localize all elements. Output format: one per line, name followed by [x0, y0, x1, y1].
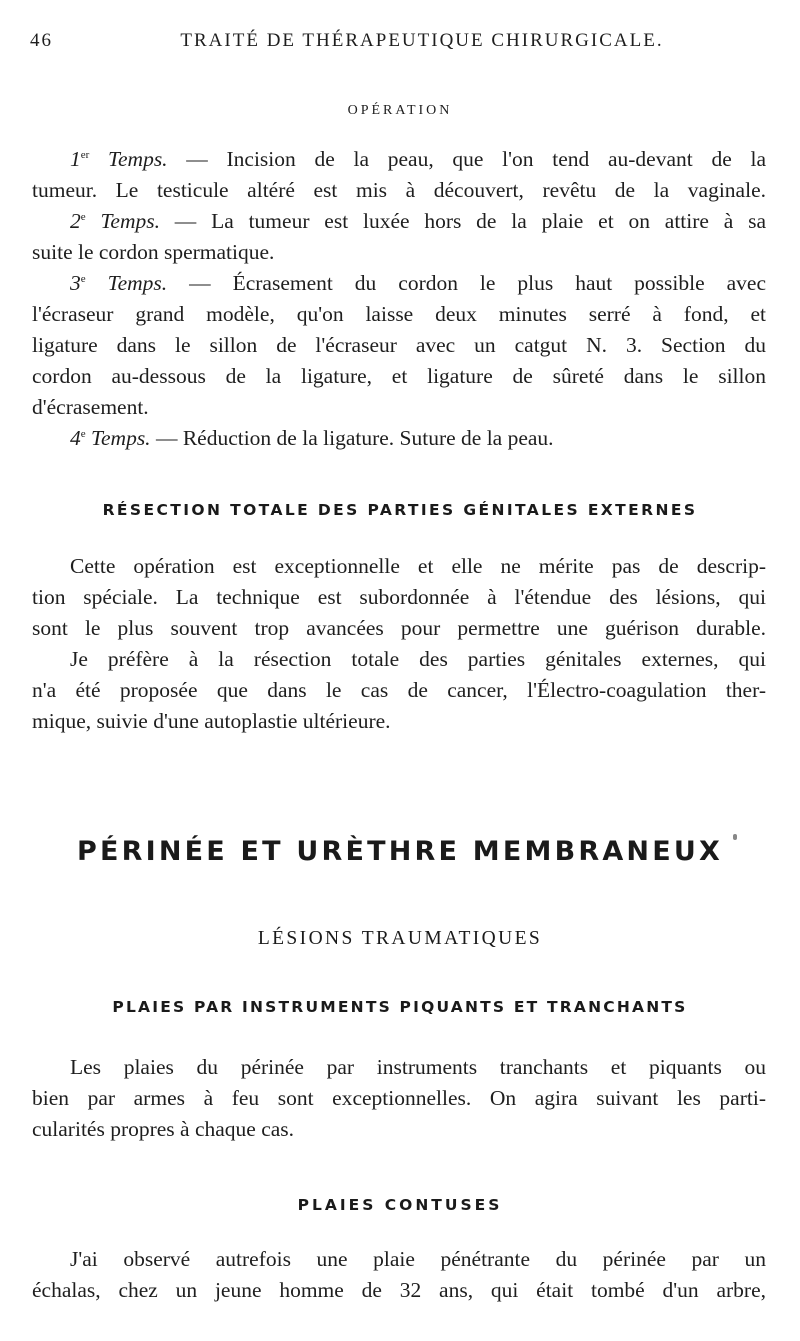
plaies-piquants-paragraph	[32, 1052, 766, 1145]
running-header	[30, 30, 770, 56]
page-number: 46	[30, 30, 53, 51]
operation-heading: OPÉRATION	[347, 103, 453, 118]
text-line: sont le plus souvent trop avancées pour permettre une guérison durable.	[32, 616, 766, 640]
operation-steps	[32, 144, 766, 454]
text-line: tion spéciale. La technique est subordonnée à l'étendue des lésions, qui	[32, 585, 766, 609]
perinee-heading: PÉRINÉE ET URÈTHRE MEMBRANEUX	[76, 836, 724, 867]
lesions-heading: LÉSIONS TRAUMATIQUES	[257, 928, 543, 949]
text-line: 3e Temps. — Écrasement du cordon le plus haut possible avec	[70, 271, 766, 295]
resection-paragraph	[32, 551, 766, 737]
text-line: 4e Temps. — Réduction de la ligature. Suture de la peau.	[70, 426, 554, 450]
print-speck	[733, 834, 737, 840]
plaies-contuses-heading: PLAIES CONTUSES	[297, 1196, 503, 1214]
text-line: bien par armes à feu sont exceptionnelles. On agira suivant les parti-	[32, 1086, 766, 1110]
text-line: tumeur. Le testicule altéré est mis à découvert, revêtu de la vaginale.	[32, 178, 766, 202]
plaies-contuses-paragraph	[32, 1244, 766, 1306]
text-line: n'a été proposée que dans le cas de cancer, l'Électro-coagulation ther-	[32, 678, 766, 702]
text-line: Je préfère à la résection totale des parties génitales externes, qui	[70, 647, 766, 671]
text-line: échalas, chez un jeune homme de 32 ans, qui était tombé d'un arbre,	[32, 1278, 766, 1302]
text-line: ligature dans le sillon de l'écraseur avec un catgut N. 3. Section du	[32, 333, 766, 357]
text-line: Les plaies du périnée par instruments tranchants et piquants ou	[70, 1055, 766, 1079]
text-line: 1er Temps. — Incision de la peau, que l'on tend au-devant de la	[70, 147, 766, 171]
running-title: TRAITÉ DE THÉRAPEUTIQUE CHIRURGICALE.	[180, 30, 664, 51]
text-line: d'écrasement.	[32, 395, 149, 419]
resection-heading: RÉSECTION TOTALE DES PARTIES GÉNITALES EXTERNES	[102, 501, 698, 519]
text-line: 2e Temps. — La tumeur est luxée hors de la plaie et on attire à sa	[70, 209, 766, 233]
text-line: cordon au-dessous de la ligature, et ligature de sûreté dans le sillon	[32, 364, 766, 388]
text-line: cularités propres à chaque cas.	[32, 1117, 295, 1141]
plaies-piquants-heading: PLAIES PAR INSTRUMENTS PIQUANTS ET TRANCHANTS	[112, 998, 688, 1016]
text-line: J'ai observé autrefois une plaie pénétrante du périnée par un	[70, 1247, 766, 1271]
text-line: mique, suivie d'une autoplastie ultérieure.	[32, 709, 391, 733]
text-line: Cette opération est exceptionnelle et elle ne mérite pas de descrip-	[70, 554, 766, 578]
text-line: suite le cordon spermatique.	[32, 240, 275, 264]
text-line: l'écraseur grand modèle, qu'on laisse deux minutes serré à fond, et	[32, 302, 766, 326]
